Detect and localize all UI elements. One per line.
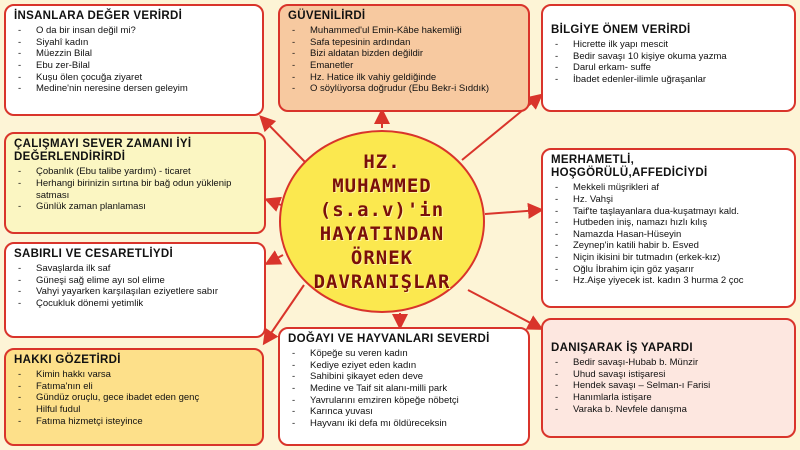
list-item: - İbadet edenler-ilimle uğraşanlar (551, 74, 788, 86)
list-item: - Hayvanı iki defa mı öldüreceksin (288, 418, 522, 430)
list-item: - Zeynep'in katili habir b. Esved (551, 240, 788, 252)
box-insanlara (4, 4, 264, 116)
box-list (14, 263, 258, 309)
list-item: - Kuşu ölen çocuğa ziyaret (14, 72, 256, 84)
list-item: - O söylüyorsa doğrudur (Ebu Bekr-i Sıddık) (288, 83, 522, 95)
list-item: - Darul erkam- suffe (551, 62, 788, 74)
list-item: - Vahyi yayarken karşılaşılan eziyetlere sabır (14, 286, 258, 298)
center-title-line: MUHAMMED (332, 174, 432, 197)
list-item: - Fatıma hizmetçi isteyince (14, 416, 256, 428)
list-item: - Çocukluk dönemi yetimlik (14, 298, 258, 310)
list-item: - Köpeğe su veren kadın (288, 348, 522, 360)
box-title: BİLGİYE ÖNEM VERİRDİ (551, 24, 691, 36)
box-list (14, 166, 258, 212)
center-title-ellipse (279, 130, 485, 313)
center-title-line: HAYATINDAN (319, 222, 445, 245)
list-item: - Namazda Hasan-Hüseyin (551, 229, 788, 241)
list-item: - Emanetler (288, 60, 522, 72)
box-title: ÇALIŞMAYI SEVER ZAMANI İYİ DEĞERLENDİRİRDİ (14, 138, 192, 164)
list-item: - Hicrette ilk yapı mescit (551, 39, 788, 51)
box-list (288, 348, 522, 429)
box-guvenilir (278, 4, 530, 112)
arrow-to-calisma (268, 200, 281, 205)
box-sabirli (4, 242, 266, 338)
list-item: - Uhud savaşı istişaresi (551, 369, 788, 381)
center-title-line: ÖRNEK (350, 246, 414, 269)
list-item: - Mekkeli müşrikleri af (551, 182, 788, 194)
arrow-to-sabirli (268, 255, 283, 263)
arrow-to-merhamet (485, 210, 540, 214)
list-item: - Yavrularını emziren köpeğe nöbetçi (288, 395, 522, 407)
box-title: HAKKI GÖZETİRDİ (14, 354, 121, 366)
list-item: - Muhammed'ul Emin-Kâbe hakemliği (288, 25, 522, 37)
list-item: - Müezzin Bilal (14, 48, 256, 60)
center-title-line: (s.a.v)'in (319, 198, 445, 221)
box-list (14, 25, 256, 95)
list-item: - Hanımlarla istişare (551, 392, 788, 404)
list-item: - Ebu zer-Bilal (14, 60, 256, 72)
box-dogayi (278, 327, 530, 446)
list-item: - Çobanlık (Ebu talibe yardım) - ticaret (14, 166, 258, 178)
box-bilgi (541, 4, 796, 112)
list-item: - Günlük zaman planlaması (14, 201, 258, 213)
box-title: MERHAMETLİ, HOŞGÖRÜLÜ,AFFEDİCİYDİ (551, 154, 708, 180)
list-item: - Karınca yuvası (288, 406, 522, 418)
list-item: - Hz. Hatice ilk vahiy geldiğinde (288, 72, 522, 84)
list-item: - Hz. Vahşi (551, 194, 788, 206)
list-item: - Niçin ikisini bir tutmadın (erkek-kız) (551, 252, 788, 264)
list-item: - Hz.Aişe yiyecek ist. kadın 3 hurma 2 çoc (551, 275, 788, 287)
list-item: - Güneşi sağ elime ayı sol elime (14, 275, 258, 287)
box-list (14, 369, 256, 427)
box-hakki (4, 348, 264, 446)
list-item: - Kimin hakkı varsa (14, 369, 256, 381)
list-item: - Medine ve Taif sit alanı-milli park (288, 383, 522, 395)
list-item: - Gündüz oruçlu, gece ibadet eden genç (14, 392, 256, 404)
box-list (288, 25, 522, 95)
box-calisma (4, 132, 266, 234)
list-item: - Bedir savaşı 10 kişiye okuma yazma (551, 51, 788, 63)
list-item: - Kediye eziyet eden kadın (288, 360, 522, 372)
center-title-line: DAVRANIŞLAR (313, 270, 451, 293)
box-merhamet (541, 148, 796, 308)
list-item: - Hendek savaşı – Selman-ı Farisi (551, 380, 788, 392)
box-title: İNSANLARA DEĞER VERİRDİ (14, 10, 183, 22)
list-item: - Oğlu İbrahim için göz yaşarır (551, 264, 788, 276)
list-item: - Sahibini şikayet eden deve (288, 371, 522, 383)
list-item: - Taif'te taşlayanlara dua-kuşatmayı kald. (551, 206, 788, 218)
box-title: DANIŞARAK İŞ YAPARDI (551, 342, 693, 354)
list-item: - Fatıma'nın eli (14, 381, 256, 393)
box-list (551, 357, 788, 415)
list-item: - Hilful fudul (14, 404, 256, 416)
box-title: GÜVENİLİRDİ (288, 10, 366, 22)
list-item: - O da bir insan değil mi? (14, 25, 256, 37)
list-item: - Varaka b. Nevfele danışma (551, 404, 788, 416)
list-item: - Bizi aldatan bizden değildir (288, 48, 522, 60)
center-title-line: HZ. (363, 150, 401, 173)
list-item: - Savaşlarda ilk saf (14, 263, 258, 275)
list-item: - Hutbeden iniş, namazı hızlı kılış (551, 217, 788, 229)
list-item: - Herhangi birinizin sırtına bir bağ odun yüklenip satması (14, 178, 258, 201)
box-title: DOĞAYI VE HAYVANLARI SEVERDİ (288, 333, 490, 345)
arrow-to-insanlara (262, 118, 305, 162)
box-list (551, 39, 788, 85)
box-title: SABIRLI VE CESARETLİYDİ (14, 248, 173, 260)
arrow-to-danisarak (468, 290, 540, 328)
box-danisarak (541, 318, 796, 438)
list-item: - Medine'nin neresine dersen geleyim (14, 83, 256, 95)
list-item: - Bedir savaşı-Hubab b. Münzir (551, 357, 788, 369)
list-item: - Siyahî kadın (14, 37, 256, 49)
list-item: - Safa tepesinin ardından (288, 37, 522, 49)
box-list (551, 182, 788, 286)
